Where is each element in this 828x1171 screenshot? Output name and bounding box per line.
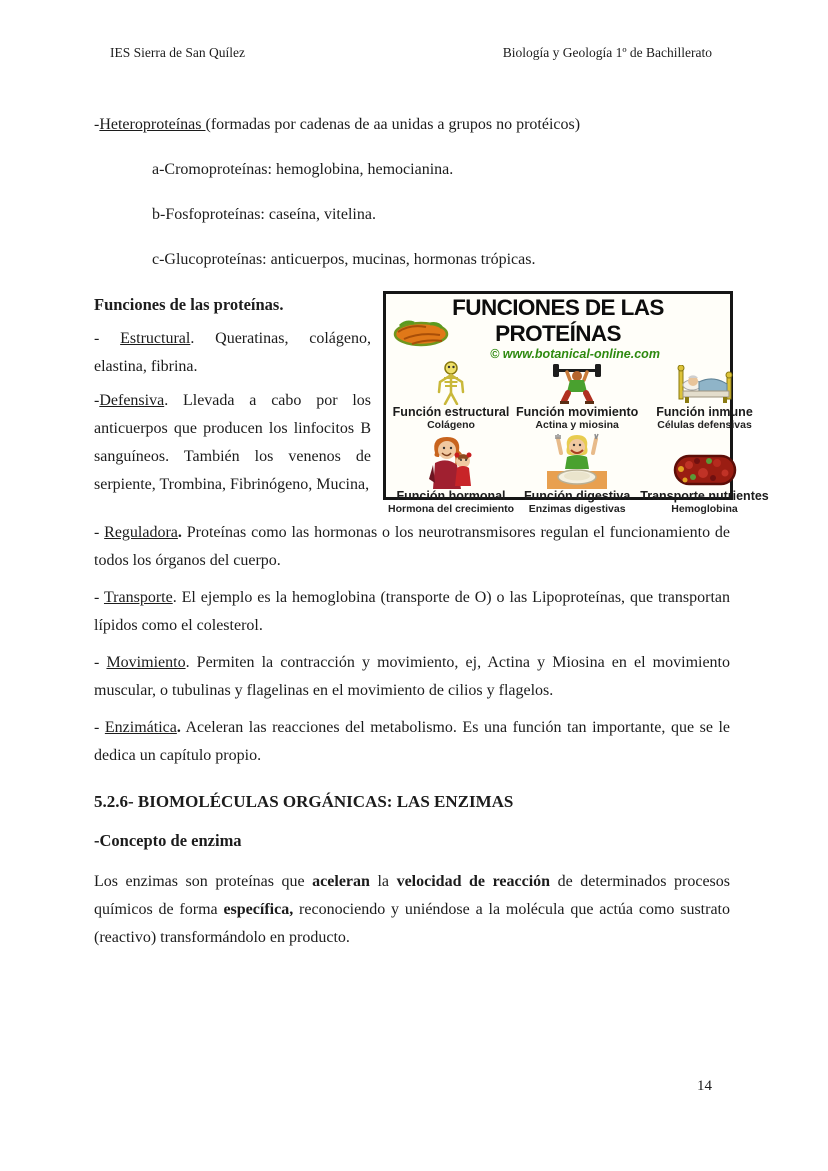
figure-cell-hormonal: Función hormonal Hormona del crecimiento	[388, 431, 514, 515]
chromoproteins-item: a-Cromoproteínas: hemoglobina, hemocianina.	[152, 161, 454, 178]
header-school: IES Sierra de San Quílez	[110, 45, 245, 60]
structural-function-paragraph: - Estructural. Queratinas, colágeno, elastina, fibrina.	[94, 330, 372, 375]
protein-functions-figure	[383, 291, 769, 515]
figure-cell-immune: Función inmune Células defensivas	[640, 361, 769, 431]
page-header	[94, 44, 730, 62]
header-subject: Biología y Geología 1º de Bachillerato	[502, 45, 712, 60]
mother-child-icon	[425, 433, 477, 489]
figure-title: FUNCIONES DE LAS PROTEÍNAS	[452, 295, 664, 346]
movement-function-paragraph: - Movimiento. Permiten la contracción y movimiento, ej, Actina y Miosina en el movimiento muscular, o tubulinas y flagelinas en el movimiento de cilios y flagelos.	[94, 654, 731, 699]
skeleton-icon	[432, 361, 470, 405]
transport-function-paragraph: - Transporte. El ejemplo es la hemoglobina (transporte de O) o las Lipoproteínas, que transportan lípidos como el colesterol.	[94, 589, 730, 634]
phosphoproteins-item: b-Fosfoproteínas: caseína, vitelina.	[152, 206, 376, 223]
heteroproteins-term: Heteroproteínas	[99, 116, 206, 133]
page-number: 14	[697, 1078, 712, 1094]
figure-cell-structural: Función estructural Colágeno	[388, 361, 514, 431]
figure-cell-transport: Transporte nutrientes Hemoglobina	[640, 431, 769, 515]
figure-grid	[388, 361, 769, 515]
enzymatic-function-paragraph: - Enzimática. Aceleran las reacciones del metabolismo. Es una función tan importante, que se le dedica un capítulo propio.	[94, 719, 730, 764]
person-eating-icon	[547, 433, 607, 489]
heteroproteins-paragraph: -Heteroproteínas (formadas por cadenas de aa unidas a grupos no protéicos)	[94, 116, 581, 133]
enzyme-concept-subheading: -Concepto de enzima	[94, 831, 242, 850]
person-in-bed-icon	[676, 365, 734, 405]
figure-credit: © www.botanical-online.com	[490, 347, 660, 361]
defensive-function-paragraph: -Defensiva. Llevada a cabo por los anticuerpos que producen los linfocitos B sanguíneos. También los venenos de serpiente, Trombina, Fibrinógeno, Mucina,	[94, 392, 371, 493]
enzymes-section-heading: 5.2.6- BIOMOLÉCULAS ORGÁNICAS: LAS ENZIMAS	[94, 792, 514, 811]
figure-cell-movement: Función movimiento Actina y miosina	[516, 361, 638, 431]
functions-left-column	[94, 291, 371, 505]
regulatory-function-paragraph: - Reguladora. Proteínas como las hormonas o los neurotransmisores regulan el funcionamiento de todos los órganos del cuerpo.	[94, 524, 730, 569]
weightlifter-icon	[552, 363, 602, 405]
functions-heading: Funciones de las proteínas.	[94, 295, 284, 314]
enzyme-definition-paragraph: Los enzimas son proteínas que aceleran la velocidad de reacción de determinados procesos químicos de forma específica, reconociendo y uniéndose a la molécula que actúa como sustrato (reactivo) transformándolo en producto.	[94, 873, 730, 946]
functions-two-column-block	[94, 291, 769, 515]
blood-cell-icon	[673, 451, 737, 489]
figure-cell-digestive: Función digestiva Enzimas digestivas	[516, 431, 638, 515]
food-icon	[392, 318, 450, 348]
glycoproteins-item: c-Glucoproteínas: anticuerpos, mucinas, hormonas trópicas.	[152, 251, 536, 268]
